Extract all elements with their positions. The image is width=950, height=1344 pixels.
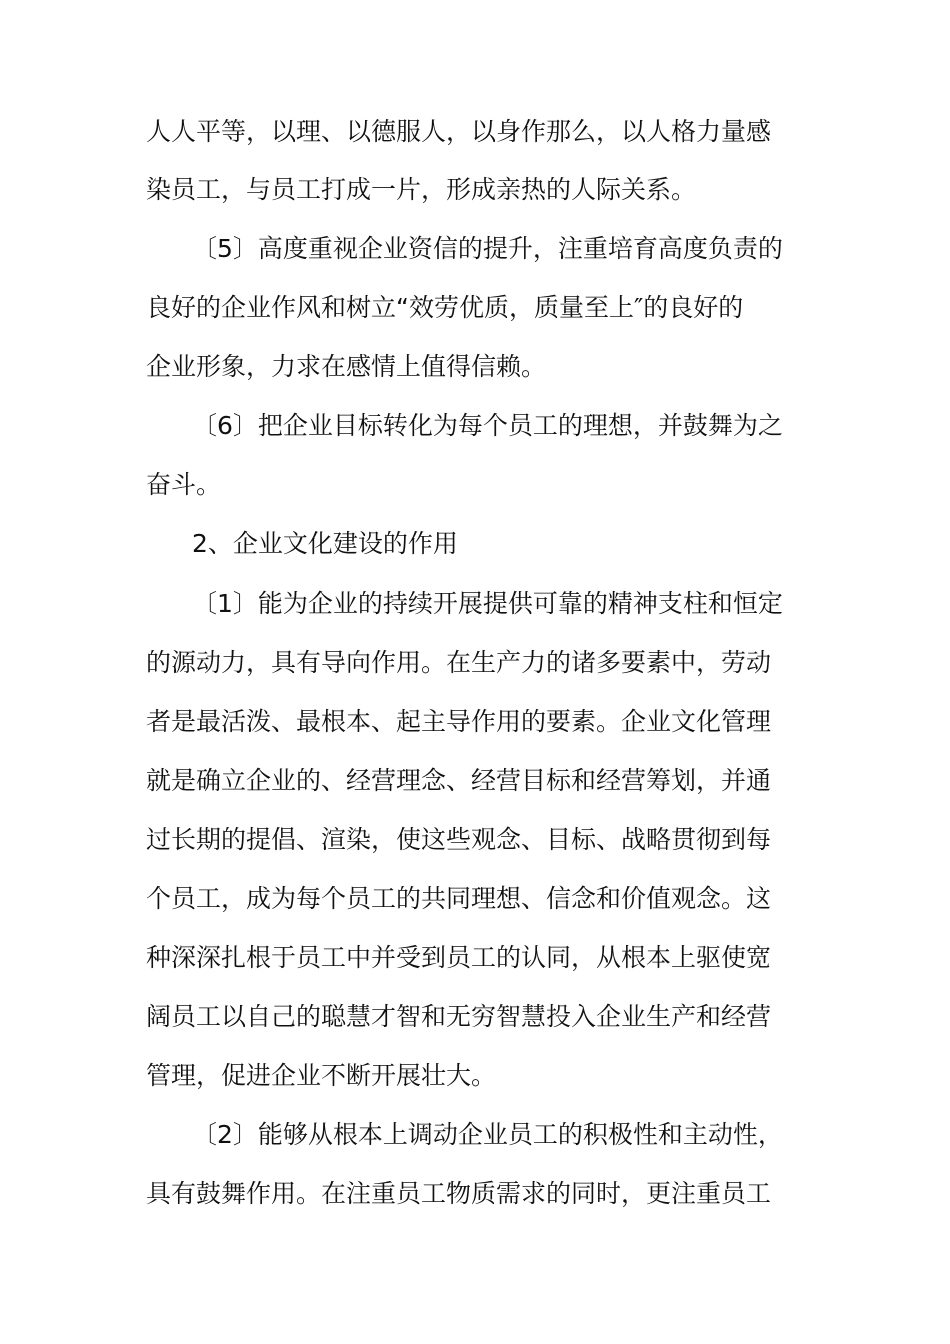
text-line: 管理，促进企业不断开展壮大。 <box>146 1061 497 1090</box>
text-line: 具有鼓舞作用。在注重员工物质需求的同时，更注重员工 <box>146 1179 772 1208</box>
text-line: 良好的企业作风和树立“效劳优质，质量至上″的良好的 <box>146 293 744 322</box>
text-line: 过长期的提倡、渲染，使这些观念、目标、战略贯彻到每 <box>146 825 772 854</box>
text-line: 种深深扎根于员工中并受到员工的认同，从根本上驱使宽 <box>146 943 772 972</box>
paragraph-item-5-start: 〔5〕高度重视企业资信的提升，注重培育高度负责的 <box>192 234 783 263</box>
text-line: 者是最活泼、最根本、起主导作用的要素。企业文化管理 <box>146 707 772 736</box>
text-line: 奋斗。 <box>146 470 222 499</box>
text-line: 个员工，成为每个员工的共同理想、信念和价值观念。这 <box>146 884 772 913</box>
section-heading: 2、企业文化建设的作用 <box>192 529 458 558</box>
text-line: 就是确立企业的、经营理念、经营目标和经营筹划，并通 <box>146 766 772 795</box>
paragraph-item-1-start: 〔1〕能为企业的持续开展提供可靠的精神支柱和恒定 <box>192 589 783 618</box>
text-line: 染员工，与员工打成一片，形成亲热的人际关系。 <box>146 175 697 204</box>
paragraph-item-6-start: 〔6〕把企业目标转化为每个员工的理想，并鼓舞为之 <box>192 411 783 440</box>
paragraph-item-2-start: 〔2〕能够从根本上调动企业员工的积极性和主动性， <box>192 1120 783 1149</box>
text-line: 阔员工以自己的聪慧才智和无穷智慧投入企业生产和经营 <box>146 1002 772 1031</box>
text-line: 的源动力，具有导向作用。在生产力的诸多要素中，劳动 <box>146 648 772 677</box>
text-line: 企业形象，力求在感情上值得信赖。 <box>146 352 547 381</box>
text-line: 人人平等，以理、以德服人，以身作那么，以人格力量感 <box>146 117 772 146</box>
